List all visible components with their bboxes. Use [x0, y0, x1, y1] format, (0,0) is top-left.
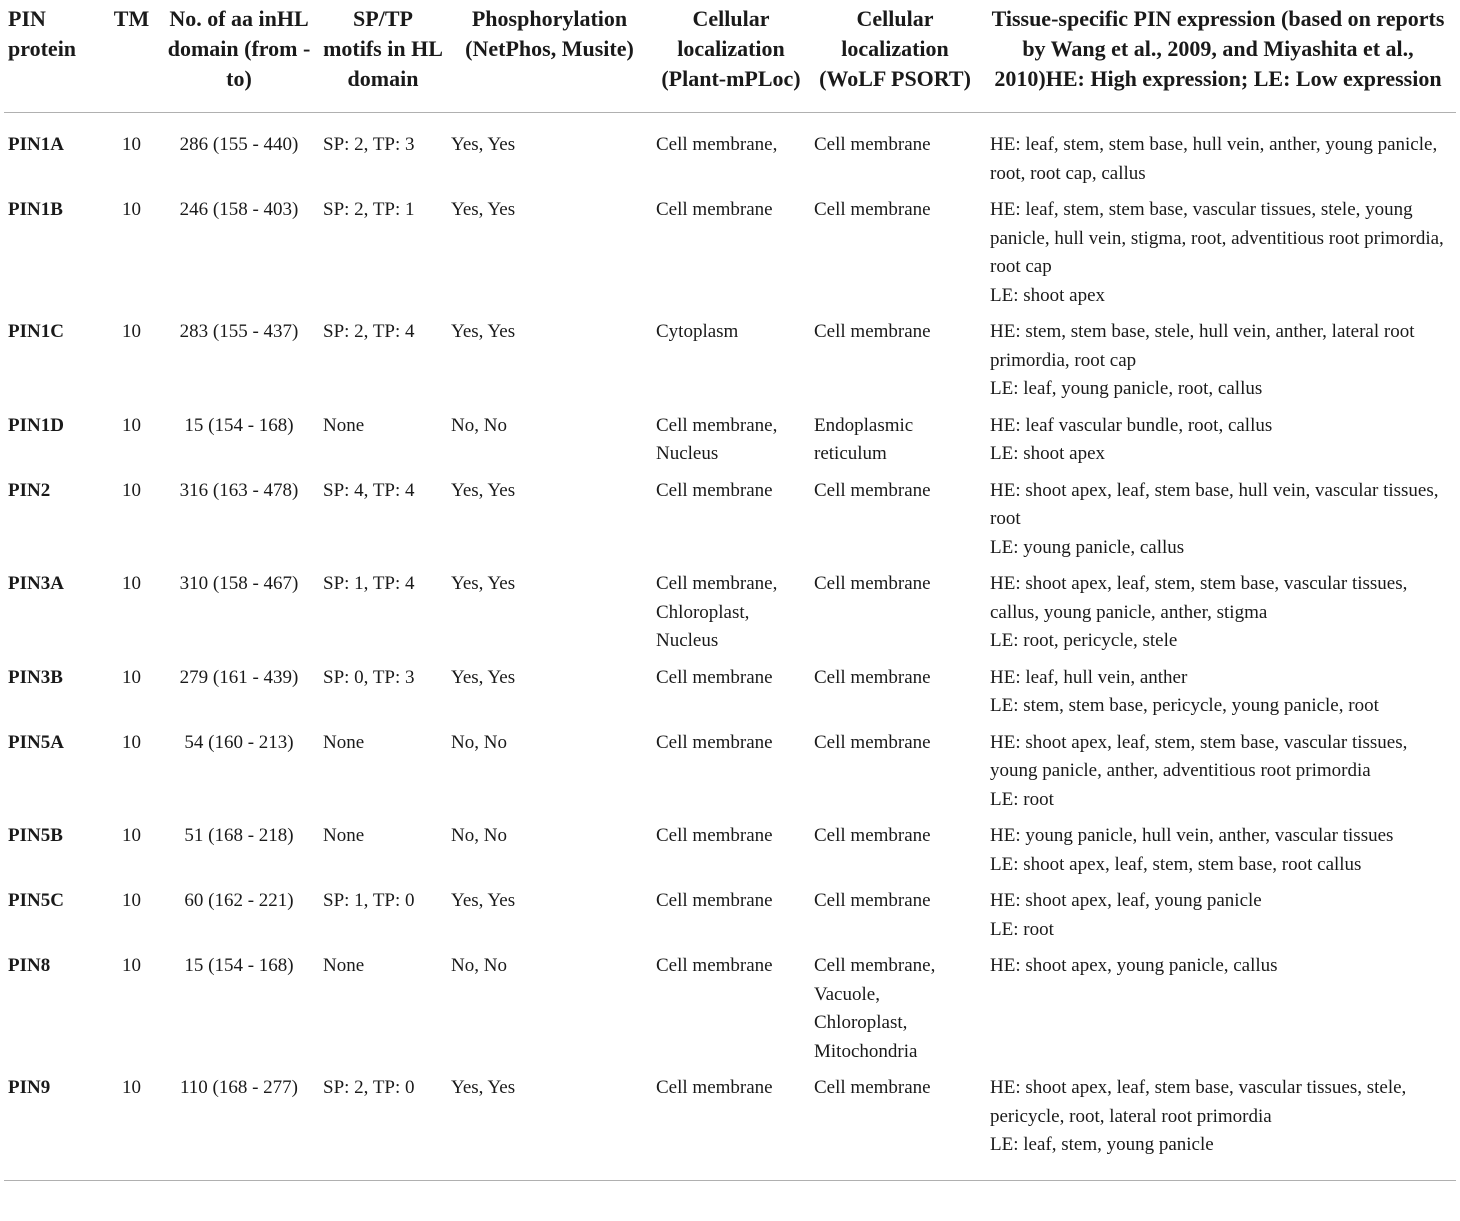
- high-expression-text: HE: shoot apex, leaf, stem, stem base, vascular tissues, young panicle, anther, adventitious root primordia: [990, 731, 1408, 781]
- table-row: [4, 822, 1456, 887]
- table-row: [4, 664, 1456, 729]
- cell-tissue-expression: [980, 113, 1456, 197]
- table-row: [4, 1074, 1456, 1180]
- cell-localization-plantmploc: Cytoplasm: [656, 321, 739, 342]
- cell-pin-protein: PIN1A: [8, 134, 64, 155]
- cell-aa-count: 110 (168 - 277): [159, 1074, 319, 1180]
- cell-phosphorylation: Yes, Yes: [451, 573, 516, 594]
- cell-tissue-expression: [980, 1074, 1456, 1180]
- low-expression-text: LE: leaf, stem, young panicle: [990, 1134, 1214, 1155]
- cell-localization-plantmploc: Cell membrane: [656, 199, 773, 220]
- low-expression-text: LE: root: [990, 788, 1054, 810]
- cell-tm: 10: [104, 1074, 159, 1180]
- header-tissue-expression: Tissue-specific PIN expression (based on reports by Wang et al., 2009, and Miyashita et al., 2010)HE: High expression; LE: Low expression: [980, 0, 1456, 113]
- cell-pin-protein: PIN2: [8, 479, 51, 501]
- cell-pin-protein: PIN3A: [8, 573, 64, 594]
- cell-localization-wolfpsort: Cell membrane: [814, 199, 931, 220]
- header-localization-plantmploc: Cellular localization (Plant-mPLoc): [652, 0, 810, 113]
- high-expression-text: HE: leaf vascular bundle, root, callus: [990, 414, 1273, 436]
- cell-localization-wolfpsort: Endoplasmic reticulum: [814, 414, 914, 464]
- cell-motifs: None: [323, 414, 365, 436]
- cell-tm: 10: [122, 321, 141, 342]
- cell-motifs: None: [323, 731, 365, 753]
- cell-tm: 10: [122, 890, 141, 911]
- cell-phosphorylation: Yes, Yes: [451, 321, 516, 342]
- cell-aa-count: 60 (162 - 221): [184, 890, 294, 911]
- high-expression-text: HE: young panicle, hull vein, anther, vascular tissues: [990, 825, 1394, 846]
- low-expression-text: LE: leaf, young panicle, root, callus: [990, 378, 1263, 399]
- cell-phosphorylation: Yes, Yes: [451, 479, 516, 501]
- table-row: [4, 729, 1456, 823]
- cell-tissue-expression: [980, 822, 1456, 887]
- cell-aa-count: 310 (158 - 467): [179, 573, 299, 594]
- header-localization-wolfpsort: Cellular localization (WoLF PSORT): [810, 0, 980, 113]
- high-expression-text: HE: shoot apex, leaf, stem, stem base, vascular tissues, callus, young panicle, anther, stigma: [990, 573, 1408, 623]
- cell-pin-protein: PIN1D: [8, 414, 64, 436]
- cell-localization-plantmploc: Cell membrane: [652, 1074, 810, 1180]
- cell-aa-count: 286 (155 - 440): [179, 134, 299, 155]
- header-aa-count: No. of aa inHL domain (from - to): [159, 0, 319, 113]
- high-expression-text: HE: shoot apex, leaf, young panicle: [990, 890, 1262, 911]
- table-header: [4, 0, 1456, 113]
- cell-localization-wolfpsort: Cell membrane: [814, 731, 931, 753]
- cell-localization-wolfpsort: Cell membrane: [814, 134, 931, 155]
- cell-tissue-expression: [980, 196, 1456, 318]
- cell-localization-plantmploc: Cell membrane,: [656, 134, 778, 155]
- cell-pin-protein: PIN1C: [8, 321, 64, 342]
- cell-localization-plantmploc: Cell membrane: [656, 825, 773, 846]
- table-row: [4, 196, 1456, 318]
- cell-tissue-expression: [980, 477, 1456, 571]
- cell-pin-protein: PIN5B: [8, 825, 63, 846]
- low-expression-text: LE: shoot apex: [990, 443, 1106, 464]
- cell-localization-plantmploc: Cell membrane, Chloroplast, Nucleus: [656, 573, 778, 651]
- cell-localization-plantmploc: Cell membrane: [656, 479, 773, 501]
- pin-protein-table: [4, 0, 1456, 1181]
- cell-motifs: SP: 1, TP: 0: [323, 890, 415, 911]
- cell-aa-count: 51 (168 - 218): [184, 825, 294, 846]
- cell-aa-count: 246 (158 - 403): [179, 199, 299, 220]
- cell-motifs: SP: 0, TP: 3: [323, 666, 415, 688]
- low-expression-text: LE: young panicle, callus: [990, 536, 1185, 558]
- table-row: [4, 570, 1456, 664]
- cell-pin-protein: PIN5A: [8, 731, 64, 753]
- cell-localization-plantmploc: Cell membrane: [656, 731, 773, 753]
- cell-phosphorylation: No, No: [451, 731, 507, 753]
- cell-tm: 10: [122, 955, 141, 976]
- cell-localization-plantmploc: Cell membrane: [656, 890, 773, 911]
- cell-aa-count: 15 (154 - 168): [184, 414, 294, 436]
- cell-phosphorylation: No, No: [451, 955, 507, 976]
- cell-tm: 10: [122, 134, 141, 155]
- cell-pin-protein: PIN9: [4, 1074, 104, 1180]
- table-row: [4, 477, 1456, 571]
- cell-localization-wolfpsort: Cell membrane: [814, 825, 931, 846]
- table-row: [4, 318, 1456, 412]
- table-row: [4, 412, 1456, 477]
- table-row: [4, 887, 1456, 952]
- low-expression-text: LE: shoot apex: [990, 284, 1106, 306]
- cell-pin-protein: PIN3B: [8, 666, 63, 688]
- high-expression-text: HE: leaf, hull vein, anther: [990, 666, 1188, 688]
- cell-phosphorylation: No, No: [451, 414, 507, 436]
- cell-localization-wolfpsort: Cell membrane, Vacuole, Chloroplast, Mitochondria: [814, 955, 936, 1062]
- high-expression-text: HE: leaf, stem, stem base, vascular tissues, stele, young panicle, hull vein, stigma, root, adventitious root primordia, root cap: [990, 199, 1444, 277]
- cell-tissue-expression: [980, 318, 1456, 412]
- cell-phosphorylation: Yes, Yes: [451, 134, 516, 155]
- cell-localization-wolfpsort: Cell membrane: [814, 573, 931, 594]
- cell-motifs: SP: 1, TP: 4: [323, 573, 415, 594]
- low-expression-text: LE: shoot apex, leaf, stem, stem base, root callus: [990, 853, 1362, 875]
- cell-motifs: None: [323, 955, 365, 976]
- high-expression-text: HE: leaf, stem, stem base, hull vein, anther, young panicle, root, root cap, callus: [990, 134, 1438, 184]
- cell-motifs: SP: 2, TP: 3: [323, 134, 415, 155]
- cell-aa-count: 283 (155 - 437): [179, 321, 299, 342]
- cell-tissue-expression: [980, 664, 1456, 729]
- cell-motifs: SP: 4, TP: 4: [323, 479, 415, 501]
- table-row: [4, 113, 1456, 197]
- cell-localization-wolfpsort: Cell membrane: [814, 321, 931, 342]
- cell-pin-protein: PIN5C: [8, 890, 64, 911]
- cell-localization-plantmploc: Cell membrane: [656, 666, 773, 688]
- cell-motifs: SP: 2, TP: 0: [319, 1074, 447, 1180]
- cell-tm: 10: [122, 825, 141, 846]
- cell-phosphorylation: Yes, Yes: [451, 666, 516, 688]
- cell-tm: 10: [122, 731, 141, 753]
- cell-localization-plantmploc: Cell membrane: [656, 955, 773, 976]
- low-expression-text: LE: root: [990, 918, 1054, 940]
- cell-tm: 10: [122, 666, 141, 688]
- cell-tissue-expression: [980, 570, 1456, 664]
- cell-tissue-expression: [980, 887, 1456, 952]
- table-row: [4, 952, 1456, 1074]
- low-expression-text: LE: root, pericycle, stele: [990, 630, 1178, 651]
- header-motifs: SP/TP motifs in HL domain: [319, 0, 447, 113]
- low-expression-text: LE: stem, stem base, pericycle, young panicle, root: [990, 695, 1379, 716]
- high-expression-text: HE: stem, stem base, stele, hull vein, anther, lateral root primordia, root cap: [990, 321, 1415, 371]
- cell-tissue-expression: [980, 729, 1456, 823]
- header-phosphorylation: Phosphorylation (NetPhos, Musite): [447, 0, 652, 113]
- table-body: [4, 113, 1456, 1181]
- cell-localization-wolfpsort: Cell membrane: [814, 479, 931, 501]
- high-expression-text: HE: shoot apex, leaf, stem base, vascular tissues, stele, pericycle, root, lateral root primordia: [990, 1077, 1407, 1127]
- cell-tm: 10: [122, 199, 141, 220]
- cell-aa-count: 279 (161 - 439): [179, 666, 299, 688]
- cell-localization-wolfpsort: Cell membrane: [810, 1074, 980, 1180]
- cell-localization-plantmploc: Cell membrane, Nucleus: [656, 414, 778, 464]
- cell-localization-wolfpsort: Cell membrane: [814, 666, 931, 688]
- header-tm: TM: [104, 0, 159, 113]
- cell-pin-protein: PIN8: [8, 955, 51, 976]
- cell-aa-count: 54 (160 - 213): [184, 731, 294, 753]
- cell-tissue-expression: [980, 952, 1456, 1074]
- cell-phosphorylation: Yes, Yes: [451, 890, 516, 911]
- cell-motifs: None: [323, 825, 365, 846]
- high-expression-text: HE: shoot apex, leaf, stem base, hull vein, vascular tissues, root: [990, 479, 1439, 529]
- cell-pin-protein: PIN1B: [8, 199, 63, 220]
- cell-phosphorylation: No, No: [451, 825, 507, 846]
- cell-aa-count: 15 (154 - 168): [184, 955, 294, 976]
- cell-tm: 10: [122, 414, 141, 436]
- cell-tm: 10: [122, 479, 141, 501]
- cell-phosphorylation: Yes, Yes: [447, 1074, 652, 1180]
- header-row: [4, 0, 1456, 113]
- cell-motifs: SP: 2, TP: 1: [323, 199, 415, 220]
- cell-phosphorylation: Yes, Yes: [451, 199, 516, 220]
- cell-tm: 10: [122, 573, 141, 594]
- header-pin-protein: PIN protein: [4, 0, 104, 113]
- cell-motifs: SP: 2, TP: 4: [323, 321, 415, 342]
- cell-aa-count: 316 (163 - 478): [179, 479, 299, 501]
- high-expression-text: HE: shoot apex, young panicle, callus: [990, 955, 1278, 976]
- cell-localization-wolfpsort: Cell membrane: [814, 890, 931, 911]
- cell-tissue-expression: [980, 412, 1456, 477]
